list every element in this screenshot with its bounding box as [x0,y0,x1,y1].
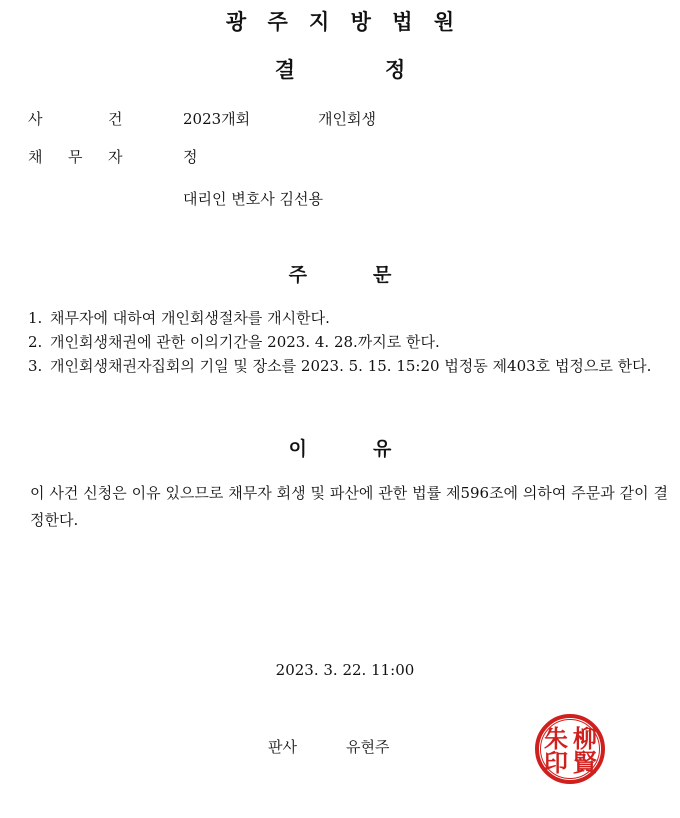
order-item [28,354,668,378]
order-item-text: 개인회생채권에 관한 이의기간을 2023. 4. 28.까지로 한다. [50,333,440,351]
judge-seal-stamp [532,711,608,787]
seal-char: 印 [544,748,568,777]
case-type: 개인회생 [318,110,376,128]
case-label-2: 건 [108,110,123,128]
decision-date: 2023. 3. 22. 11:00 [275,661,415,679]
reason-text: 이 사건 신청은 이유 있으므로 채무자 회생 및 파산에 관한 법률 제596조에 의하여 주문과 같이 결정한다. [30,484,668,529]
reason-heading-char-2: 유 [373,438,392,460]
court-name: 광 주 지 방 법 원 [225,10,455,34]
title-char-1: 결 [274,58,295,82]
debtor-label-2: 무 [68,148,83,166]
order-heading-char-1: 주 [288,264,307,286]
order-item [28,330,668,354]
reason-heading-char-1: 이 [288,438,307,460]
case-number: 2023개회 [183,110,251,128]
debtor-label-1: 채 [28,148,43,166]
order-item-text: 개인회생채권자집회의 기일 및 장소를 2023. 5. 15. 15:20 법정동 제403호 법정으로 한다. [50,357,652,375]
order-heading-char-2: 문 [373,264,392,286]
order-item-number: 2. [28,333,43,351]
case-label-1: 사 [28,110,43,128]
seal-char: 賢 [573,748,597,777]
debtor-agent: 대리인 변호사 김선용 [183,190,323,208]
order-heading [0,260,680,287]
judge-label: 판사 [268,738,297,756]
order-item [28,306,668,330]
debtor-label-3: 자 [108,148,123,166]
judge-name: 유현주 [346,738,390,756]
seal-char: 朱 [544,724,568,753]
reason-heading [0,434,680,461]
debtor-name: 정 [183,148,198,166]
order-item-number: 1. [28,309,43,327]
order-list [28,306,668,378]
order-item-text: 채무자에 대하여 개인회생절차를 개시한다. [50,309,330,327]
seal-char: 柳 [573,724,597,753]
document-title [0,54,680,84]
order-item-number: 3. [28,357,43,375]
title-char-2: 정 [385,58,406,82]
